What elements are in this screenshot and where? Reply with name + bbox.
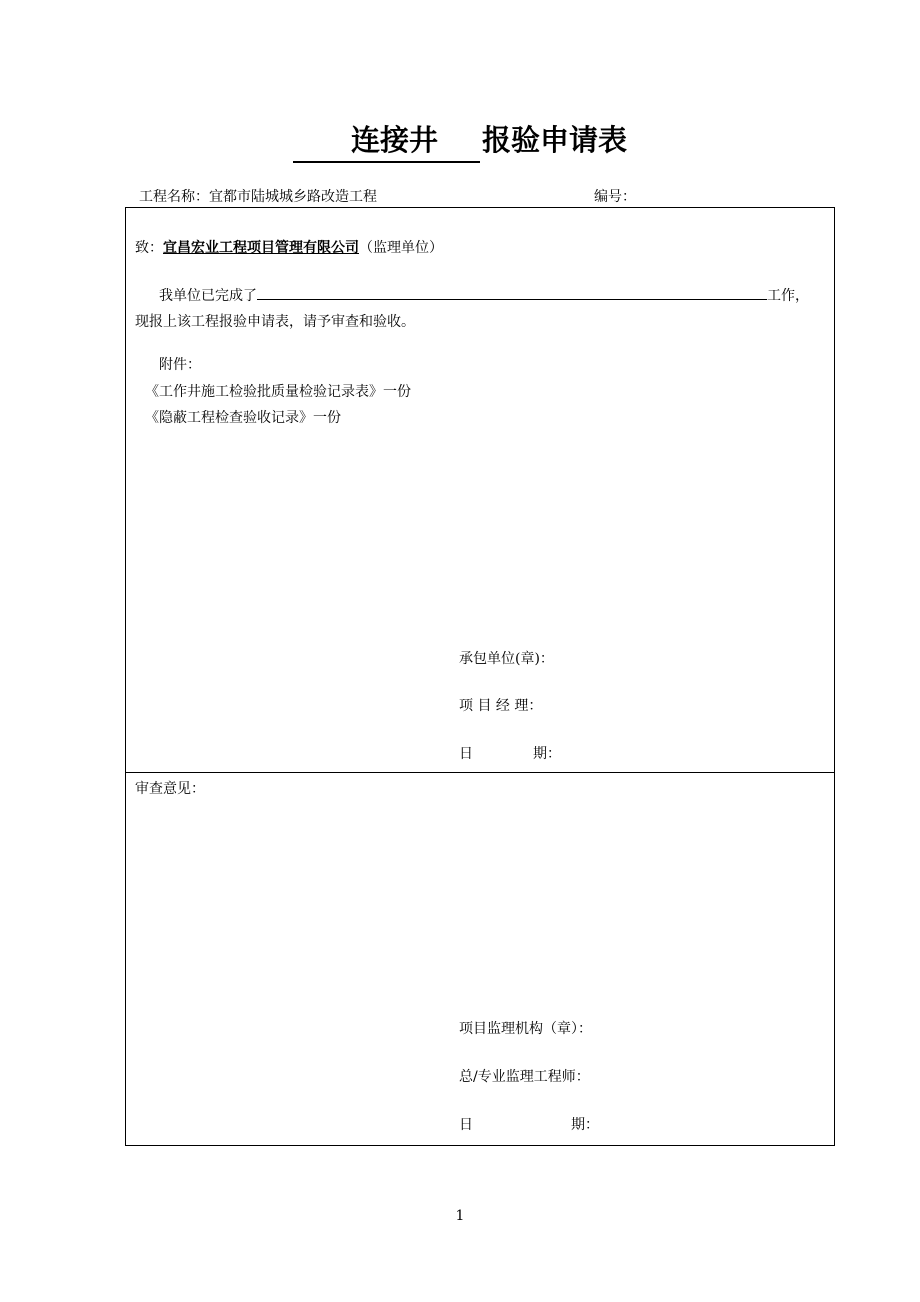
engineer-label: 总/专业监理工程师： [459, 1069, 590, 1085]
attachment-item: 《隐蔽工程检查验收记录》一份 [145, 410, 341, 426]
date-label [459, 1114, 599, 1134]
date-label [459, 743, 561, 763]
report-line: 现报上该工程报验申请表，请予审查和验收。 [135, 314, 415, 330]
to-line [135, 237, 443, 257]
project-label: 工程名称： [139, 189, 209, 205]
attachment-item: 《工作井施工检验批质量检验记录表》一份 [145, 384, 411, 400]
date-label-a: 日 [459, 746, 473, 762]
opinion-label: 审查意见： [135, 781, 205, 797]
page-number: 1 [455, 1208, 465, 1224]
number-label: 编号： [594, 189, 636, 205]
org-label: 项目监理机构（章）： [459, 1021, 592, 1037]
supervisor-company: 宜昌宏业工程项目管理有限公司 [163, 240, 359, 256]
project-name: 宜都市陆城城乡路改造工程 [209, 189, 377, 205]
completed-line [159, 285, 809, 305]
review-section [125, 772, 835, 1146]
supervisor-suffix: （监理单位） [359, 240, 443, 256]
completed-suffix: 工作， [767, 288, 809, 304]
application-section [125, 207, 835, 773]
title-main: 报验申请表 [482, 123, 628, 157]
project-name-row [139, 186, 377, 206]
date-label-b: 期： [571, 1117, 599, 1133]
completed-work-blank [257, 285, 767, 300]
attachment-label: 附件： [159, 357, 201, 373]
title-blank: 连接井 [293, 118, 480, 163]
contractor-label: 承包单位(章)： [459, 651, 554, 667]
to-prefix: 致： [135, 240, 163, 256]
form-title [0, 118, 920, 163]
date-label-a: 日 [459, 1117, 473, 1133]
date-label-b: 期： [533, 746, 561, 762]
manager-label: 项 目 经 理： [459, 698, 543, 714]
completed-prefix: 我单位已完成了 [159, 288, 257, 304]
